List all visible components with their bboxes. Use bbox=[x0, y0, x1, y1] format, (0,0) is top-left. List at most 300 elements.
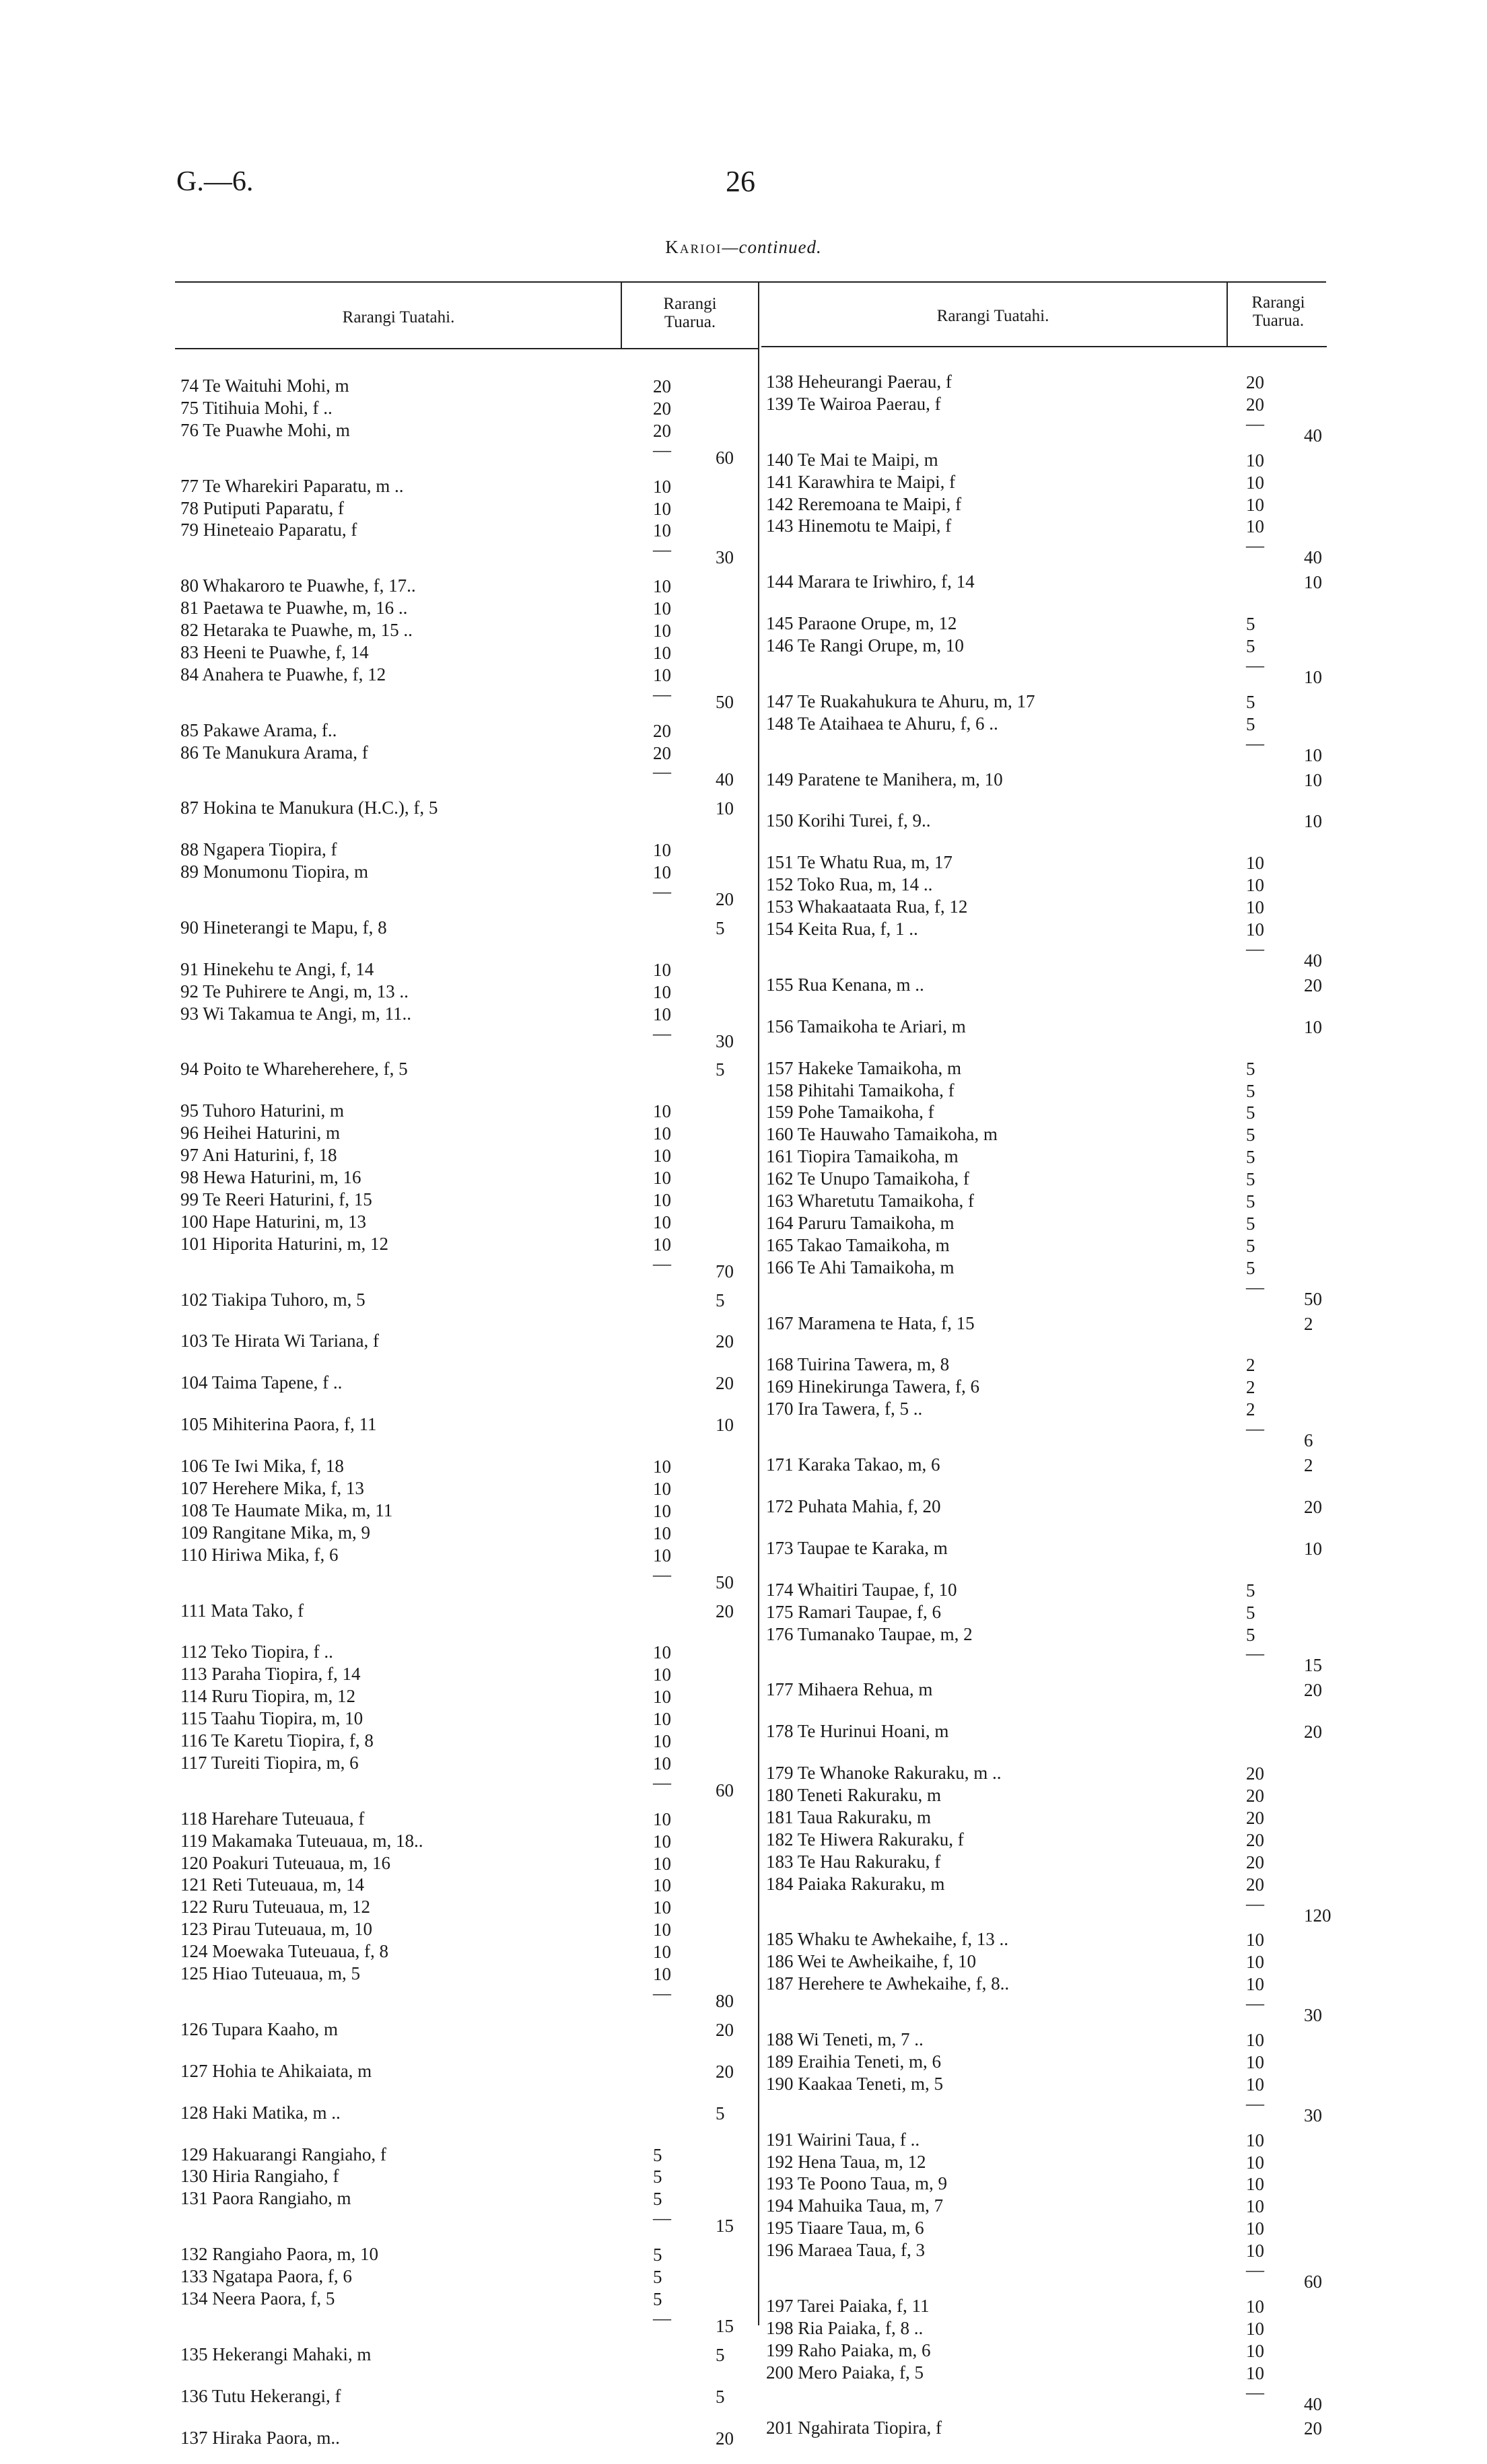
register-entry-name: 103 Te Hirata Wi Tariana, f bbox=[180, 1331, 380, 1351]
entry-share-value: 10 bbox=[1246, 897, 1264, 918]
entry-total-value: 2 bbox=[1304, 1455, 1313, 1475]
entry-share-value: 5 bbox=[1246, 1147, 1255, 1168]
entry-share-value: 10 bbox=[1246, 2030, 1264, 2050]
register-entry-name: 183 Te Hau Rakuraku, f bbox=[766, 1851, 941, 1872]
register-entry-name: 127 Hohia te Ahikaiata, m bbox=[180, 2060, 372, 2081]
register-entry-name: 116 Te Karetu Tiopira, f, 8 bbox=[180, 1730, 374, 1751]
register-entry-name: 173 Taupae te Karaka, m bbox=[766, 1537, 948, 1558]
register-entry-name: 117 Tureiti Tiopira, m, 6 bbox=[180, 1752, 359, 1773]
register-entry-name: 132 Rangiaho Paora, m, 10 bbox=[180, 2244, 378, 2265]
entry-share-value: 10 bbox=[653, 1168, 671, 1188]
register-entry-name: 179 Te Whanoke Rakuraku, m .. bbox=[766, 1763, 1002, 1784]
entry-total-value: 20 bbox=[1304, 975, 1322, 995]
entry-share-value: 2 bbox=[1246, 1399, 1255, 1420]
register-entry-name: 138 Heheurangi Paerau, f bbox=[766, 372, 952, 392]
table-head-rule-left bbox=[175, 348, 758, 349]
entry-share-value: 10 bbox=[1246, 2174, 1264, 2195]
entry-share-value: 10 bbox=[653, 1731, 671, 1751]
register-entry-name: 176 Tumanako Taupae, m, 2 bbox=[766, 1623, 973, 1644]
register-entry-name: 171 Karaka Takao, m, 6 bbox=[766, 1454, 940, 1475]
register-entry-name: 181 Taua Rakuraku, m bbox=[766, 1806, 932, 1827]
register-entry-name: 126 Tupara Kaaho, m bbox=[180, 2018, 338, 2039]
register-entry-name: 143 Hinemotu te Maipi, f bbox=[766, 516, 952, 536]
subtotal-dash: — bbox=[653, 2307, 671, 2328]
register-entry-name: 154 Keita Rua, f, 1 .. bbox=[766, 919, 918, 939]
subtotal-dash: — bbox=[1246, 413, 1264, 433]
entry-share-value: 5 bbox=[1246, 1058, 1255, 1079]
subtotal-dash: — bbox=[653, 439, 671, 460]
entry-total-value: 20 bbox=[1304, 1496, 1322, 1517]
register-entry-name: 150 Korihi Turei, f, 9.. bbox=[766, 810, 931, 831]
register-entry-name: 159 Pohe Tamaikoha, f bbox=[766, 1102, 934, 1123]
subtitle-continued: —continued. bbox=[722, 237, 822, 257]
register-entry-name: 128 Haki Matika, m .. bbox=[180, 2102, 341, 2123]
col-header-names-right: Rarangi Tuatahi. bbox=[936, 307, 1049, 325]
entry-total-value: 5 bbox=[716, 2386, 725, 2407]
entry-share-value: 20 bbox=[1246, 1852, 1264, 1872]
subtotal-value: 30 bbox=[716, 1030, 734, 1051]
entry-total-value: 5 bbox=[716, 1290, 725, 1310]
entry-share-value: 20 bbox=[653, 420, 671, 441]
register-entry-name: 76 Te Puawhe Mohi, m bbox=[180, 419, 350, 440]
register-entry-name: 96 Heihei Haturini, m bbox=[180, 1123, 340, 1143]
subtotal-value: 50 bbox=[716, 1572, 734, 1592]
register-entry-name: 184 Paiaka Rakuraku, m bbox=[766, 1873, 945, 1894]
subtotal-value: 80 bbox=[716, 1990, 734, 2011]
subtotal-dash: — bbox=[1246, 654, 1264, 675]
entry-total-value: 10 bbox=[1304, 769, 1322, 790]
entry-share-value: 10 bbox=[1246, 516, 1264, 537]
register-entry-name: 101 Hiporita Haturini, m, 12 bbox=[180, 1233, 388, 1254]
entry-share-value: 20 bbox=[653, 398, 671, 419]
entry-share-value: 5 bbox=[1246, 1080, 1255, 1101]
col-header-names-left: Rarangi Tuatahi. bbox=[342, 308, 455, 326]
register-entry-name: 187 Herehere te Awhekaihe, f, 8.. bbox=[766, 1973, 1010, 1994]
entry-share-value: 5 bbox=[653, 2288, 662, 2309]
register-entry-name: 136 Tutu Hekerangi, f bbox=[180, 2385, 341, 2406]
register-entry-name: 178 Te Hurinui Hoani, m bbox=[766, 1721, 949, 1742]
entry-share-value: 10 bbox=[653, 1101, 671, 1122]
subtotal-dash: — bbox=[653, 761, 671, 782]
section-subtitle bbox=[0, 237, 1487, 258]
entry-share-value: 20 bbox=[1246, 1786, 1264, 1806]
register-entry-name: 156 Tamaikoha te Ariari, m bbox=[766, 1016, 966, 1036]
subtotal-value: 15 bbox=[716, 2315, 734, 2336]
register-entry-name: 167 Maramena te Hata, f, 15 bbox=[766, 1312, 975, 1333]
register-entry-name: 133 Ngatapa Paora, f, 6 bbox=[180, 2266, 352, 2286]
col-header-totals-right bbox=[1228, 293, 1329, 330]
subtotal-dash: — bbox=[653, 881, 671, 901]
entry-share-value: 10 bbox=[1246, 2218, 1264, 2239]
entry-share-value: 5 bbox=[1246, 1624, 1255, 1645]
register-entry-name: 198 Ria Paiaka, f, 8 .. bbox=[766, 2317, 924, 2338]
entry-share-value: 10 bbox=[653, 476, 671, 497]
subtotal-value: 40 bbox=[716, 769, 734, 790]
entry-share-value: 5 bbox=[653, 2189, 662, 2210]
entry-share-value: 10 bbox=[1246, 1952, 1264, 1973]
subtotal-dash: — bbox=[653, 539, 671, 560]
register-entry-name: 186 Wei te Awheikaihe, f, 10 bbox=[766, 1951, 977, 1972]
subtotal-dash: — bbox=[1246, 1893, 1264, 1913]
register-entry-name: 164 Paruru Tamaikoha, m bbox=[766, 1212, 955, 1233]
subtitle-main: Karioi bbox=[665, 237, 722, 257]
register-entry-name: 87 Hokina te Manukura (H.C.), f, 5 bbox=[180, 798, 438, 818]
register-entry-name: 152 Toko Rua, m, 14 .. bbox=[766, 874, 933, 895]
entry-share-value: 10 bbox=[653, 1500, 671, 1521]
register-entry-name: 125 Hiao Tuteuaua, m, 5 bbox=[180, 1963, 360, 1983]
entry-share-value: 10 bbox=[1246, 2196, 1264, 2217]
entry-share-value: 10 bbox=[653, 1189, 671, 1210]
entry-share-value: 10 bbox=[653, 520, 671, 541]
entry-share-value: 10 bbox=[653, 1942, 671, 1963]
entry-share-value: 20 bbox=[653, 742, 671, 763]
subtotal-value: 40 bbox=[1304, 950, 1322, 971]
entry-total-value: 20 bbox=[716, 2061, 734, 2082]
register-entry-name: 108 Te Haumate Mika, m, 11 bbox=[180, 1500, 393, 1520]
entry-share-value: 20 bbox=[653, 720, 671, 741]
entry-share-value: 10 bbox=[653, 840, 671, 861]
entry-share-value: 10 bbox=[1246, 2340, 1264, 2361]
register-entry-name: 113 Paraha Tiopira, f, 14 bbox=[180, 1664, 361, 1685]
register-entry-name: 168 Tuirina Tawera, m, 8 bbox=[766, 1354, 950, 1375]
table-top-rule bbox=[175, 281, 1326, 283]
entry-share-value: 5 bbox=[653, 2144, 662, 2165]
entry-share-value: 10 bbox=[653, 1875, 671, 1896]
entry-share-value: 2 bbox=[1246, 1377, 1255, 1398]
register-entry-name: 199 Raho Paiaka, m, 6 bbox=[766, 2339, 931, 2360]
col-header-totals-right-l2: Tuarua. bbox=[1252, 312, 1305, 330]
register-entry-name: 161 Tiopira Tamaikoha, m bbox=[766, 1146, 959, 1167]
register-entry-name: 100 Hape Haturini, m, 13 bbox=[180, 1211, 366, 1232]
entry-share-value: 5 bbox=[1246, 1257, 1255, 1278]
register-entry-name: 94 Poito te Whareherehere, f, 5 bbox=[180, 1059, 408, 1080]
register-entry-name: 118 Harehare Tuteuaua, f bbox=[180, 1808, 365, 1829]
entry-share-value: 20 bbox=[1246, 1829, 1264, 1850]
entry-share-value: 10 bbox=[653, 1831, 671, 1852]
entry-total-value: 20 bbox=[716, 1331, 734, 1352]
entry-total-value: 5 bbox=[716, 917, 725, 938]
register-entry-name: 194 Mahuika Taua, m, 7 bbox=[766, 2195, 944, 2216]
subtotal-value: 15 bbox=[1304, 1655, 1322, 1676]
register-entry-name: 140 Te Mai te Maipi, m bbox=[766, 449, 938, 470]
entry-total-value: 10 bbox=[1304, 1016, 1322, 1037]
register-entry-name: 130 Hiria Rangiaho, f bbox=[180, 2166, 339, 2187]
entry-total-value: 5 bbox=[716, 1059, 725, 1080]
col-header-totals-left-l2: Tuarua. bbox=[664, 313, 716, 331]
register-entry-name: 146 Te Rangi Orupe, m, 10 bbox=[766, 635, 964, 656]
page-ref: G.—6. bbox=[176, 166, 254, 197]
subtotal-dash: — bbox=[1246, 2092, 1264, 2113]
entry-share-value: 5 bbox=[1246, 1235, 1255, 1256]
register-entry-name: 92 Te Puhirere te Angi, m, 13 .. bbox=[180, 981, 409, 1001]
register-entry-name: 82 Hetaraka te Puawhe, m, 15 .. bbox=[180, 620, 413, 640]
entry-share-value: 10 bbox=[1246, 494, 1264, 515]
register-entry-name: 165 Takao Tamaikoha, m bbox=[766, 1234, 950, 1255]
subtotal-value: 6 bbox=[1304, 1430, 1313, 1451]
register-entry-name: 111 Mata Tako, f bbox=[180, 1600, 304, 1621]
entry-total-value: 10 bbox=[1304, 572, 1322, 593]
register-entry-name: 180 Teneti Rakuraku, m bbox=[766, 1785, 942, 1805]
subtotal-dash: — bbox=[1246, 732, 1264, 753]
subtotal-value: 40 bbox=[1304, 2393, 1322, 2414]
entry-share-value: 5 bbox=[1246, 1191, 1255, 1211]
register-entry-name: 74 Te Waituhi Mohi, m bbox=[180, 376, 349, 396]
register-entry-name: 119 Makamaka Tuteuaua, m, 18.. bbox=[180, 1830, 423, 1851]
register-entry-name: 141 Karawhira te Maipi, f bbox=[766, 471, 956, 492]
subtotal-dash: — bbox=[653, 1771, 671, 1792]
register-entry-name: 114 Ruru Tiopira, m, 12 bbox=[180, 1686, 356, 1707]
entry-share-value: 10 bbox=[1246, 919, 1264, 940]
entry-share-value: 10 bbox=[1246, 472, 1264, 493]
register-entry-name: 78 Putiputi Paparatu, f bbox=[180, 497, 344, 518]
register-entry-name: 123 Pirau Tuteuaua, m, 10 bbox=[180, 1919, 373, 1940]
register-entry-name: 177 Mihaera Rehua, m bbox=[766, 1679, 933, 1700]
subtotal-value: 40 bbox=[1304, 547, 1322, 568]
subtotal-dash: — bbox=[653, 1022, 671, 1043]
register-entry-name: 107 Herehere Mika, f, 13 bbox=[180, 1478, 364, 1498]
register-entry-name: 169 Hinekirunga Tawera, f, 6 bbox=[766, 1376, 980, 1397]
register-entry-name: 112 Teko Tiopira, f .. bbox=[180, 1642, 333, 1662]
entry-share-value: 10 bbox=[1246, 853, 1264, 874]
register-entry-name: 193 Te Poono Taua, m, 9 bbox=[766, 2173, 947, 2194]
entry-total-value: 20 bbox=[716, 2019, 734, 2040]
register-entry-name: 121 Reti Tuteuaua, m, 14 bbox=[180, 1874, 365, 1895]
subtotal-dash: — bbox=[1246, 938, 1264, 958]
entry-share-value: 10 bbox=[653, 981, 671, 1002]
register-entry-name: 99 Te Reeri Haturini, f, 15 bbox=[180, 1189, 372, 1209]
register-entry-name: 110 Hiriwa Mika, f, 6 bbox=[180, 1544, 339, 1565]
register-entry-name: 182 Te Hiwera Rakuraku, f bbox=[766, 1829, 964, 1850]
register-entry-name: 189 Eraihia Teneti, m, 6 bbox=[766, 2051, 942, 2072]
entry-share-value: 2 bbox=[1246, 1355, 1255, 1376]
register-entry-name: 162 Te Unupo Tamaikoha, f bbox=[766, 1168, 969, 1189]
entry-share-value: 10 bbox=[653, 498, 671, 519]
register-entry-name: 105 Mihiterina Paora, f, 11 bbox=[180, 1414, 377, 1435]
entry-total-value: 20 bbox=[716, 1373, 734, 1394]
register-entry-name: 104 Taima Tapene, f .. bbox=[180, 1372, 343, 1393]
entry-share-value: 10 bbox=[653, 1897, 671, 1918]
col-header-totals-left bbox=[622, 295, 758, 331]
register-entry-name: 102 Tiakipa Tuhoro, m, 5 bbox=[180, 1289, 366, 1310]
register-entry-name: 153 Whakaataata Rua, f, 12 bbox=[766, 896, 968, 917]
register-entry-name: 131 Paora Rangiaho, m bbox=[180, 2188, 351, 2209]
subtotal-dash: — bbox=[1246, 2259, 1264, 2280]
subtotal-value: 30 bbox=[716, 547, 734, 568]
entry-share-value: 5 bbox=[653, 2267, 662, 2287]
subtotal-value: 50 bbox=[1304, 1288, 1322, 1309]
entry-share-value: 10 bbox=[653, 862, 671, 883]
register-entry-name: 160 Te Hauwaho Tamaikoha, m bbox=[766, 1124, 998, 1145]
register-entry-name: 144 Marara te Iriwhiro, f, 14 bbox=[766, 571, 975, 592]
entry-total-value: 10 bbox=[1304, 811, 1322, 832]
entry-share-value: 10 bbox=[653, 1004, 671, 1024]
register-entry-name: 174 Whaitiri Taupae, f, 10 bbox=[766, 1579, 957, 1600]
entry-total-value: 20 bbox=[716, 2428, 734, 2449]
subtotal-value: 20 bbox=[716, 889, 734, 909]
register-entry-name: 93 Wi Takamua te Angi, m, 11.. bbox=[180, 1003, 411, 1024]
subtotal-dash: — bbox=[1246, 1993, 1264, 2014]
entry-share-value: 20 bbox=[1246, 394, 1264, 415]
entry-total-value: 10 bbox=[716, 798, 734, 819]
subtotal-dash: — bbox=[653, 1982, 671, 2003]
entry-total-value: 2 bbox=[1304, 1313, 1313, 1334]
entry-share-value: 5 bbox=[1246, 1125, 1255, 1146]
entry-share-value: 10 bbox=[653, 1545, 671, 1565]
register-entry-name: 137 Hiraka Paora, m.. bbox=[180, 2427, 340, 2448]
register-entry-name: 90 Hineterangi te Mapu, f, 8 bbox=[180, 917, 387, 938]
entry-total-value: 10 bbox=[716, 1415, 734, 1436]
subtotal-value: 10 bbox=[1304, 666, 1322, 687]
register-entry-name: 148 Te Ataihaea te Ahuru, f, 6 .. bbox=[766, 713, 998, 734]
entry-share-value: 10 bbox=[1246, 2152, 1264, 2173]
register-entry-name: 81 Paetawa te Puawhe, m, 16 .. bbox=[180, 598, 408, 619]
subtotal-value: 60 bbox=[716, 1780, 734, 1800]
entry-share-value: 5 bbox=[1246, 1169, 1255, 1190]
entry-share-value: 10 bbox=[653, 1709, 671, 1730]
entry-share-value: 10 bbox=[653, 1234, 671, 1255]
register-entry-name: 79 Hineteaio Paparatu, f bbox=[180, 520, 357, 540]
register-entry-name: 89 Monumonu Tiopira, m bbox=[180, 861, 369, 882]
register-entry-name: 145 Paraone Orupe, m, 12 bbox=[766, 613, 957, 634]
entry-share-value: 10 bbox=[653, 1642, 671, 1663]
register-entry-name: 200 Mero Paiaka, f, 5 bbox=[766, 2362, 924, 2383]
entry-share-value: 5 bbox=[1246, 1602, 1255, 1623]
register-entry-name: 122 Ruru Tuteuaua, m, 12 bbox=[180, 1897, 371, 1917]
register-entry-name: 86 Te Manukura Arama, f bbox=[180, 742, 368, 763]
entry-share-value: 10 bbox=[653, 1211, 671, 1232]
entry-share-value: 10 bbox=[1246, 875, 1264, 896]
entry-share-value: 10 bbox=[653, 1123, 671, 1144]
entry-share-value: 10 bbox=[653, 1664, 671, 1685]
entry-total-value: 20 bbox=[716, 1600, 734, 1621]
register-entry-name: 84 Anahera te Puawhe, f, 12 bbox=[180, 664, 386, 684]
entry-share-value: 10 bbox=[1246, 2129, 1264, 2150]
entry-total-value: 20 bbox=[1304, 1722, 1322, 1743]
register-entry-name: 98 Hewa Haturini, m, 16 bbox=[180, 1167, 361, 1187]
entry-share-value: 10 bbox=[653, 959, 671, 980]
col-header-totals-right-l1: Rarangi bbox=[1251, 293, 1305, 312]
subtotal-dash: — bbox=[1246, 1418, 1264, 1439]
register-entry-name: 155 Rua Kenana, m .. bbox=[766, 974, 924, 995]
entry-total-value: 10 bbox=[1304, 1538, 1322, 1559]
subtotal-dash: — bbox=[653, 1253, 671, 1273]
register-entry-name: 85 Pakawe Arama, f.. bbox=[180, 719, 337, 740]
register-entry-name: 129 Hakuarangi Rangiaho, f bbox=[180, 2144, 386, 2164]
col-divider-center bbox=[758, 283, 759, 2325]
register-entry-name: 196 Maraea Taua, f, 3 bbox=[766, 2240, 926, 2261]
subtotal-dash: — bbox=[1246, 1276, 1264, 1297]
entry-share-value: 20 bbox=[1246, 1874, 1264, 1895]
entry-share-value: 5 bbox=[1246, 1102, 1255, 1123]
register-entry-name: 188 Wi Teneti, m, 7 .. bbox=[766, 2029, 924, 2049]
entry-share-value: 10 bbox=[1246, 2074, 1264, 2095]
register-entry-name: 109 Rangitane Mika, m, 9 bbox=[180, 1522, 370, 1543]
register-entry-name: 158 Pihitahi Tamaikoha, f bbox=[766, 1080, 955, 1100]
register-entry-name: 149 Paratene te Manihera, m, 10 bbox=[766, 769, 1003, 789]
register-entry-name: 197 Tarei Paiaka, f, 11 bbox=[766, 2295, 930, 2316]
register-entry-name: 75 Titihuia Mohi, f .. bbox=[180, 397, 333, 418]
entry-share-value: 10 bbox=[653, 1522, 671, 1543]
register-entry-name: 151 Te Whatu Rua, m, 17 bbox=[766, 852, 953, 873]
entry-share-value: 10 bbox=[1246, 1974, 1264, 1995]
register-entry-name: 91 Hinekehu te Angi, f, 14 bbox=[180, 958, 374, 979]
entry-share-value: 20 bbox=[653, 376, 671, 396]
entry-share-value: 10 bbox=[653, 1479, 671, 1499]
register-entry-name: 124 Moewaka Tuteuaua, f, 8 bbox=[180, 1941, 388, 1962]
register-entry-name: 83 Heeni te Puawhe, f, 14 bbox=[180, 641, 369, 662]
subtotal-value: 120 bbox=[1304, 1905, 1332, 1926]
entry-share-value: 10 bbox=[653, 642, 671, 663]
register-entry-name: 120 Poakuri Tuteuaua, m, 16 bbox=[180, 1852, 391, 1873]
register-entry-name: 190 Kaakaa Teneti, m, 5 bbox=[766, 2073, 944, 2094]
entry-share-value: 10 bbox=[653, 598, 671, 619]
entry-share-value: 10 bbox=[653, 1687, 671, 1708]
entry-share-value: 10 bbox=[653, 1753, 671, 1773]
register-entry-name: 201 Ngahirata Tiopira, f bbox=[766, 2418, 942, 2438]
subtotal-dash: — bbox=[653, 683, 671, 704]
entry-total-value: 5 bbox=[716, 2103, 725, 2123]
entry-share-value: 10 bbox=[653, 1808, 671, 1829]
entry-share-value: 5 bbox=[1246, 691, 1255, 712]
register-entry-name: 95 Tuhoro Haturini, m bbox=[180, 1100, 345, 1121]
entry-share-value: 5 bbox=[1246, 713, 1255, 734]
entry-share-value: 10 bbox=[653, 1853, 671, 1874]
entry-share-value: 10 bbox=[1246, 2362, 1264, 2383]
entry-total-value: 20 bbox=[1304, 2418, 1322, 2439]
subtotal-value: 60 bbox=[716, 447, 734, 468]
register-entry-name: 134 Neera Paora, f, 5 bbox=[180, 2288, 335, 2309]
subtotal-value: 40 bbox=[1304, 425, 1322, 446]
register-entry-name: 106 Te Iwi Mika, f, 18 bbox=[180, 1456, 344, 1477]
entry-share-value: 10 bbox=[1246, 2296, 1264, 2317]
entry-share-value: 10 bbox=[653, 576, 671, 597]
entry-share-value: 10 bbox=[653, 1146, 671, 1166]
subtotal-dash: — bbox=[653, 1563, 671, 1584]
entry-share-value: 10 bbox=[653, 664, 671, 685]
entry-share-value: 5 bbox=[653, 2167, 662, 2187]
entry-share-value: 10 bbox=[653, 1964, 671, 1984]
subtotal-value: 50 bbox=[716, 691, 734, 712]
register-entry-name: 166 Te Ahi Tamaikoha, m bbox=[766, 1257, 955, 1277]
entry-total-value: 20 bbox=[1304, 1680, 1322, 1701]
register-entry-name: 157 Hakeke Tamaikoha, m bbox=[766, 1057, 962, 1078]
entry-share-value: 20 bbox=[1246, 1807, 1264, 1828]
subtotal-value: 60 bbox=[1304, 2272, 1322, 2292]
register-entry-name: 139 Te Wairoa Paerau, f bbox=[766, 393, 941, 414]
register-entry-name: 115 Taahu Tiopira, m, 10 bbox=[180, 1708, 364, 1729]
entry-share-value: 5 bbox=[1246, 1580, 1255, 1600]
register-entry-name: 185 Whaku te Awhekaihe, f, 13 .. bbox=[766, 1929, 1008, 1950]
entry-share-value: 5 bbox=[1246, 614, 1255, 635]
entry-share-value: 20 bbox=[1246, 372, 1264, 392]
table-head-rule-right bbox=[761, 346, 1327, 347]
entry-share-value: 5 bbox=[1246, 636, 1255, 656]
register-entry-name: 170 Ira Tawera, f, 5 .. bbox=[766, 1399, 923, 1419]
register-entry-name: 172 Puhata Mahia, f, 20 bbox=[766, 1495, 941, 1516]
entry-share-value: 10 bbox=[1246, 2318, 1264, 2339]
register-entry-name: 88 Ngapera Tiopira, f bbox=[180, 839, 337, 860]
entry-share-value: 10 bbox=[1246, 450, 1264, 470]
register-entry-name: 97 Ani Haturini, f, 18 bbox=[180, 1145, 337, 1166]
entry-share-value: 10 bbox=[653, 1456, 671, 1477]
entry-share-value: 20 bbox=[1246, 1763, 1264, 1784]
register-entry-name: 147 Te Ruakahukura te Ahuru, m, 17 bbox=[766, 691, 1035, 711]
entry-share-value: 10 bbox=[653, 1920, 671, 1940]
entry-share-value: 5 bbox=[1246, 1213, 1255, 1234]
register-entry-name: 80 Whakaroro te Puawhe, f, 17.. bbox=[180, 575, 416, 596]
entry-total-value: 5 bbox=[716, 2344, 725, 2365]
subtotal-dash: — bbox=[1246, 1643, 1264, 1664]
